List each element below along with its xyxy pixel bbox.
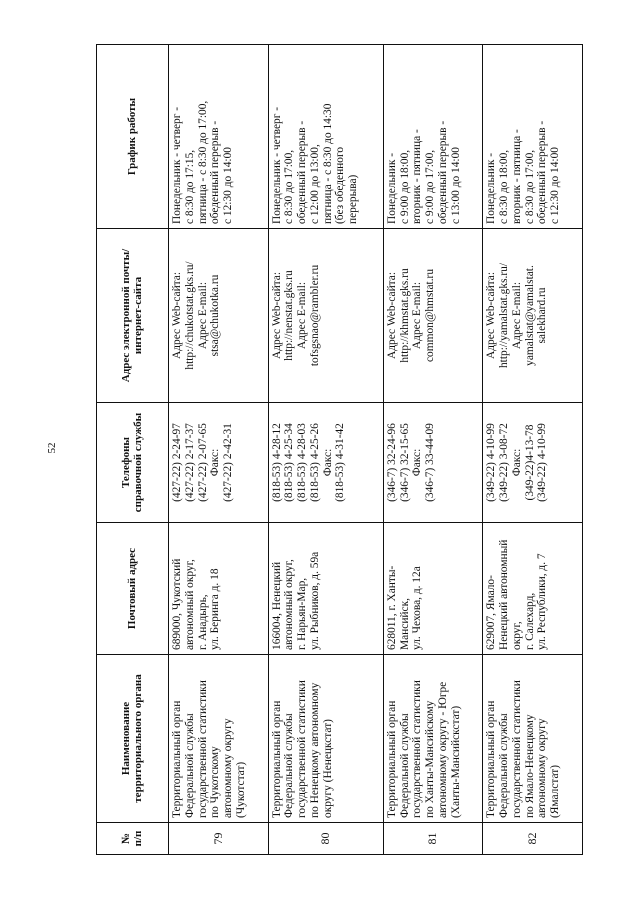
cell-name-line: Территориальный орган [485,700,498,818]
cell-schedule-line: обеденный перерыв - [436,120,449,224]
cell-address-line: 628011, г. Ханты- [385,565,398,650]
cell-address [169,523,269,655]
cell-phones-line: (427-22) 2-42-31 [222,423,235,502]
cell-web [483,229,583,403]
cell-num: 81 [383,823,483,855]
cell-schedule-line: с 9:00 до 17:00, [424,149,437,224]
cell-num: 82 [483,823,583,855]
cell-web-line: Адрес E-mail: [411,281,424,350]
cell-phones-line: Факс: [510,448,523,477]
cell-web-line: common@hmstat.ru [424,268,437,363]
cell-name-line: Федеральной службы [498,713,511,818]
cell-phones-line: Факс: [321,448,334,477]
rotated-table-container [96,45,583,855]
cell-phones-line: (346-7) 33-44-09 [424,423,437,502]
cell-address-line: г. Анадырь, [196,594,209,650]
cell-phones-line: (818-53) 4-31-42 [334,423,347,502]
cell-name-line: автономному округу - Югре [436,681,449,818]
cell-web-line: salekhard.ru [536,287,549,344]
cell-schedule-line: с 12:30 до 14:00 [222,147,235,224]
table-row [483,45,583,855]
cell-address-line: автономный округ, [283,559,296,650]
cell-name-line: по Ямало-Ненецкому [523,714,536,818]
cell-phones-line: (349-22) 4-10-99 [485,423,498,502]
cell-schedule [383,45,483,229]
cell-phones-line: (349-22)4-13-78 [523,424,536,501]
cell-address-line: ул. Беринга д. 18 [209,568,222,650]
cell-schedule-line: Понедельник - [485,152,498,224]
cell-name [483,655,583,823]
cell-address-line: г. Нарьян-Мар, [296,577,309,650]
cell-address-line: ул. Чехова, д. 12а [411,566,424,650]
cell-address-line: Мансийск, [398,598,411,650]
cell-schedule-line: с 8:30 до 17:00, [523,149,536,224]
cell-name-line: Территориальный орган [171,700,183,818]
cell-web-line: Адрес Web-сайта: [270,271,283,360]
cell-schedule-line: перерыва) [347,174,360,224]
cell-phones-line: (346-7) 32-24-96 [385,423,398,502]
header-phones: Телефоны справочной службы [97,403,169,523]
cell-schedule-line: с 13:00 до 14:00 [449,147,462,224]
cell-phones-line: (818-53) 4-28-03 [296,423,309,502]
cell-address-line: г. Салехард, [523,592,536,650]
cell-num: 79 [169,823,269,855]
cell-phones-line: (349-22) 4-10-99 [536,423,549,502]
table-header-row [97,45,169,855]
cell-phones-line: Факс: [411,448,424,477]
cell-address [383,523,483,655]
cell-schedule-line: вторник - пятница - [411,129,424,224]
cell-schedule-line: (без обеденного [334,146,347,224]
cell-address-line: Ненецкий автономный [498,539,511,650]
cell-phones-line: (427-22) 2-24-97 [171,423,183,502]
cell-web-line: http://yamalstat.gks.ru/ [498,262,511,369]
cell-phones-line: (427-22) 2-17-37 [183,423,196,502]
cell-schedule-line: с 8:30 до 18:00, [498,149,511,224]
cell-web-line: Адрес E-mail: [296,281,309,350]
cell-address-line: округ, [510,621,523,650]
cell-name-line: Федеральной службы [283,713,296,818]
cell-web-line: yamalstat@yamalstat. [523,265,536,366]
page-number: 52 [46,442,58,454]
cell-name-line: государственной статистики [296,680,309,818]
cell-schedule-line: с 8:30 до 17:15, [183,149,196,224]
cell-name-line: Территориальный орган [385,700,398,818]
cell-phones-line: (427-22) 2-07-65 [196,423,209,502]
cell-schedule-line: обеденный перерыв - [209,120,222,224]
cell-name-line: по Ханты-Мансийскому [424,700,437,818]
cell-phones-line: (818-53) 4-28-12 [270,423,283,502]
cell-address-line: автономный округ, [183,559,196,650]
territorial-organs-table [96,44,583,855]
cell-schedule-line: с 8:30 до 17:00, [283,149,296,224]
cell-schedule-line: Понедельник - четверг - [171,106,183,224]
cell-name-line: по Ненецкому автономному [308,682,321,818]
cell-name-line: автономному округу [536,718,549,818]
cell-web [169,229,269,403]
cell-schedule [483,45,583,229]
cell-phones-line: (349-22) 3-08-72 [498,423,511,502]
cell-web-line: Адрес Web-сайта: [485,271,498,360]
cell-name-line: государственной статистики [411,680,424,818]
cell-web-line: Адрес Web-сайта: [171,271,183,360]
cell-schedule-line: с 12:30 до 14:00 [549,147,562,224]
cell-web-line: stsa@chukotka.ru [209,274,222,357]
cell-name-line: Федеральной службы [398,713,411,818]
cell-phones-line: (346-7) 32-15-65 [398,423,411,502]
cell-name-line: (Чукотстат) [234,761,247,818]
cell-phones [383,403,483,523]
cell-web-line: http://khmstat.gks.ru [398,268,411,363]
cell-phones-line: (818-53) 4-25-26 [308,423,321,502]
cell-name [383,655,483,823]
cell-address [483,523,583,655]
header-schedule: График работы [97,45,169,229]
cell-address [268,523,383,655]
cell-web-line: Адрес Web-сайта: [385,271,398,360]
cell-schedule-line: Понедельник - [385,152,398,224]
cell-name [268,655,383,823]
cell-name-line: (Ямалстат) [549,764,562,818]
cell-address-line: 166004, Ненецкий [270,561,283,650]
cell-schedule-line: Понедельник - четверг - [270,106,283,224]
cell-schedule [169,45,269,229]
cell-phones [268,403,383,523]
cell-schedule-line: пятница - с 8:30 до 17:00, [196,100,209,224]
cell-name-line: автономному округу [222,718,235,818]
cell-num: 80 [268,823,383,855]
cell-schedule-line: вторник - пятница - [510,129,523,224]
cell-web-line: http://chukotstat.gks.ru/ [183,261,196,370]
cell-schedule [268,45,383,229]
header-web: Адрес электронной почты/ интернет-сайта [97,229,169,403]
cell-address-line: ул. Республики, д. 7 [536,553,549,650]
cell-address-line: 689000, Чукотский [171,558,183,650]
header-num: № п/п [97,823,169,855]
cell-web-line: http://nenstat.gks.ru [283,270,296,361]
cell-schedule-line: обеденный перерыв - [536,120,549,224]
cell-name-line: по Чукотскому [209,746,222,818]
cell-phones [483,403,583,523]
table-row [383,45,483,855]
cell-schedule-line: с 12:00 до 13:00, [308,144,321,224]
cell-name-line: (Ханты-Мансийскстат) [449,705,462,818]
cell-web-line: tofsgsnao@rambler.ru [308,264,321,367]
table-body [169,45,583,855]
table-row [268,45,383,855]
cell-name-line: Федеральной службы [183,713,196,818]
cell-phones [169,403,269,523]
cell-name [169,655,269,823]
cell-address-line: ул. Рыбников, д. 59а [308,551,321,650]
cell-phones-line: (818-53) 4-25-34 [283,423,296,502]
cell-address-line: 629007, Ямало- [485,575,498,650]
cell-web-line: Адрес E-mail: [510,281,523,350]
cell-name-line: округу (Ненецкстат) [321,719,334,818]
cell-web-line: Адрес E-mail: [196,281,209,350]
cell-schedule-line: обеденный перерыв - [296,120,309,224]
cell-web [383,229,483,403]
cell-web [268,229,383,403]
cell-name-line: государственной статистики [196,680,209,818]
cell-name-line: Территориальный орган [270,700,283,818]
header-name: Наименование территориального органа [97,655,169,823]
table-row [169,45,269,855]
cell-name-line: государственной статистики [510,680,523,818]
cell-phones-line: Факс: [209,448,222,477]
cell-schedule-line: пятница - с 8:30 до 14:30 [321,103,334,224]
cell-schedule-line: с 9:00 до 18:00, [398,149,411,224]
header-address: Почтовый адрес [97,523,169,655]
